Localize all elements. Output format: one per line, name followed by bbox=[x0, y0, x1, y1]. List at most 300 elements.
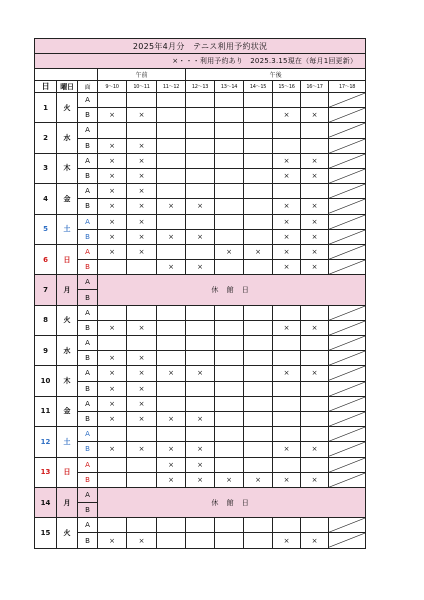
slot-cell: × bbox=[273, 533, 301, 548]
slot-cell: × bbox=[273, 472, 301, 487]
table-row bbox=[35, 457, 366, 472]
slot-cell-unavailable bbox=[329, 381, 366, 396]
slot-cell bbox=[98, 336, 127, 351]
slot-cell bbox=[186, 427, 215, 442]
slot-cell bbox=[301, 93, 329, 108]
slot-cell: × bbox=[127, 366, 157, 381]
slot-cell bbox=[215, 260, 244, 275]
slot-cell bbox=[157, 153, 186, 168]
day-number: 15 bbox=[35, 518, 57, 548]
court-a: A bbox=[78, 153, 98, 168]
slot-cell bbox=[215, 229, 244, 244]
table-row bbox=[35, 108, 366, 123]
slot-cell bbox=[301, 305, 329, 320]
slot-cell bbox=[186, 168, 215, 183]
slot-cell bbox=[273, 457, 301, 472]
slot-cell bbox=[186, 123, 215, 138]
court-b: B bbox=[78, 411, 98, 426]
slot-cell: × bbox=[98, 351, 127, 366]
table-row bbox=[35, 320, 366, 335]
slot-cell: × bbox=[98, 168, 127, 183]
slot-cell bbox=[157, 320, 186, 335]
slot-cell bbox=[301, 518, 329, 533]
slot-cell: × bbox=[301, 168, 329, 183]
slot-cell bbox=[127, 336, 157, 351]
day-column-header: 日 bbox=[35, 81, 57, 93]
weekday: 火 bbox=[57, 93, 78, 123]
court-a: A bbox=[78, 305, 98, 320]
afternoon-header: 午後 bbox=[186, 69, 366, 81]
slot-cell: × bbox=[186, 229, 215, 244]
slot-cell: × bbox=[273, 244, 301, 259]
slot-cell bbox=[215, 427, 244, 442]
slot-cell bbox=[244, 381, 273, 396]
weekday: 火 bbox=[57, 518, 78, 548]
slot-cell bbox=[244, 320, 273, 335]
day-number: 11 bbox=[35, 396, 57, 426]
unavailable-slash bbox=[329, 442, 365, 456]
court-a: A bbox=[78, 427, 98, 442]
table-row bbox=[35, 533, 366, 548]
unavailable-slash bbox=[329, 184, 365, 198]
slot-cell bbox=[186, 244, 215, 259]
weekday: 木 bbox=[57, 153, 78, 183]
slot-cell bbox=[215, 168, 244, 183]
slot-cell-unavailable bbox=[329, 229, 366, 244]
court-a: A bbox=[78, 184, 98, 199]
slot-cell: × bbox=[186, 457, 215, 472]
slot-cell bbox=[273, 93, 301, 108]
weekday: 木 bbox=[57, 366, 78, 396]
day-number: 5 bbox=[35, 214, 57, 244]
slot-cell: × bbox=[301, 153, 329, 168]
court-a: A bbox=[78, 366, 98, 381]
slot-cell-unavailable bbox=[329, 533, 366, 548]
slot-cell: × bbox=[127, 184, 157, 199]
slot-cell: × bbox=[186, 199, 215, 214]
day-number: 14 bbox=[35, 487, 57, 517]
slot-cell-unavailable bbox=[329, 138, 366, 153]
unavailable-slash bbox=[329, 351, 365, 365]
table-row bbox=[35, 260, 366, 275]
unavailable-slash bbox=[329, 518, 365, 532]
slot-cell-unavailable bbox=[329, 336, 366, 351]
slot-cell bbox=[98, 457, 127, 472]
slot-cell bbox=[215, 138, 244, 153]
slot-cell bbox=[244, 411, 273, 426]
slot-cell: × bbox=[301, 199, 329, 214]
slot-cell: × bbox=[98, 381, 127, 396]
slot-cell bbox=[273, 351, 301, 366]
slot-cell: × bbox=[98, 442, 127, 457]
slot-cell-unavailable bbox=[329, 260, 366, 275]
slot-cell bbox=[157, 351, 186, 366]
slot-cell bbox=[98, 518, 127, 533]
slot-cell bbox=[215, 153, 244, 168]
court-b: B bbox=[78, 138, 98, 153]
court-b: B bbox=[78, 351, 98, 366]
court-a: A bbox=[78, 487, 98, 502]
slot-cell: × bbox=[98, 411, 127, 426]
slot-cell bbox=[186, 351, 215, 366]
table-row bbox=[35, 184, 366, 199]
slot-cell bbox=[301, 396, 329, 411]
reservation-table bbox=[34, 38, 366, 549]
slot-cell-unavailable bbox=[329, 123, 366, 138]
slot-cell bbox=[127, 260, 157, 275]
day-number: 4 bbox=[35, 184, 57, 214]
slot-cell bbox=[215, 533, 244, 548]
slot-cell: × bbox=[301, 442, 329, 457]
court-a: A bbox=[78, 518, 98, 533]
weekday: 月 bbox=[57, 487, 78, 517]
slot-cell-unavailable bbox=[329, 168, 366, 183]
unavailable-slash bbox=[329, 336, 365, 350]
slot-cell-unavailable bbox=[329, 411, 366, 426]
table-row bbox=[35, 275, 366, 290]
slot-cell bbox=[273, 336, 301, 351]
closed-day-label: 休 館 日 bbox=[98, 275, 366, 305]
slot-cell: × bbox=[273, 199, 301, 214]
weekday: 水 bbox=[57, 123, 78, 153]
slot-cell: × bbox=[301, 229, 329, 244]
table-row bbox=[35, 396, 366, 411]
slot-cell: × bbox=[186, 260, 215, 275]
slot-cell: × bbox=[98, 366, 127, 381]
unavailable-slash bbox=[329, 199, 365, 213]
slot-cell bbox=[301, 184, 329, 199]
slot-cell bbox=[301, 123, 329, 138]
weekday: 水 bbox=[57, 336, 78, 366]
page-subtitle: ×・・・利用予約あり 2025.3.15現在（毎月1回更新） bbox=[35, 54, 366, 69]
slot-cell: × bbox=[301, 533, 329, 548]
slot-cell: × bbox=[273, 366, 301, 381]
slot-cell bbox=[273, 123, 301, 138]
slot-cell bbox=[215, 411, 244, 426]
slot-cell bbox=[215, 518, 244, 533]
slot-cell: × bbox=[98, 138, 127, 153]
slot-cell bbox=[98, 123, 127, 138]
day-number: 10 bbox=[35, 366, 57, 396]
slot-cell-unavailable bbox=[329, 108, 366, 123]
slot-cell: × bbox=[301, 366, 329, 381]
slot-cell: × bbox=[98, 244, 127, 259]
slot-cell bbox=[186, 138, 215, 153]
slot-cell bbox=[98, 427, 127, 442]
slot-cell bbox=[301, 427, 329, 442]
slot-cell: × bbox=[157, 260, 186, 275]
slot-cell bbox=[186, 108, 215, 123]
slot-cell bbox=[127, 518, 157, 533]
slot-cell: × bbox=[127, 214, 157, 229]
day-number: 12 bbox=[35, 427, 57, 457]
slot-cell bbox=[215, 381, 244, 396]
slot-cell-unavailable bbox=[329, 320, 366, 335]
table-row bbox=[35, 305, 366, 320]
slot-cell: × bbox=[186, 411, 215, 426]
slot-cell bbox=[215, 442, 244, 457]
slot-cell bbox=[215, 366, 244, 381]
unavailable-slash bbox=[329, 260, 365, 274]
slot-cell-unavailable bbox=[329, 442, 366, 457]
slot-cell bbox=[157, 336, 186, 351]
slot-cell bbox=[157, 168, 186, 183]
slot-cell: × bbox=[98, 108, 127, 123]
slot-cell: × bbox=[98, 533, 127, 548]
slot-cell: × bbox=[157, 442, 186, 457]
court-b: B bbox=[78, 533, 98, 548]
slot-cell bbox=[157, 533, 186, 548]
slot-cell bbox=[215, 93, 244, 108]
slot-cell bbox=[244, 457, 273, 472]
unavailable-slash bbox=[329, 93, 365, 107]
weekday: 日 bbox=[57, 244, 78, 274]
court-a: A bbox=[78, 123, 98, 138]
day-number: 6 bbox=[35, 244, 57, 274]
slot-cell bbox=[98, 260, 127, 275]
slot-cell bbox=[215, 320, 244, 335]
weekday: 土 bbox=[57, 214, 78, 244]
day-number: 8 bbox=[35, 305, 57, 335]
slot-cell bbox=[244, 396, 273, 411]
unavailable-slash bbox=[329, 169, 365, 183]
slot-cell: × bbox=[157, 366, 186, 381]
slot-cell bbox=[157, 244, 186, 259]
slot-cell: × bbox=[273, 214, 301, 229]
slot-cell bbox=[98, 305, 127, 320]
slot-cell bbox=[244, 305, 273, 320]
slot-cell: × bbox=[98, 214, 127, 229]
reservation-sheet bbox=[34, 38, 365, 549]
unavailable-slash bbox=[329, 473, 365, 487]
unavailable-slash bbox=[329, 123, 365, 137]
slot-cell bbox=[244, 351, 273, 366]
slot-cell bbox=[215, 457, 244, 472]
slot-cell: × bbox=[98, 229, 127, 244]
table-row bbox=[35, 93, 366, 108]
slot-cell: × bbox=[157, 199, 186, 214]
table-row bbox=[35, 381, 366, 396]
slot-cell-unavailable bbox=[329, 199, 366, 214]
table-row bbox=[35, 199, 366, 214]
table-row bbox=[35, 229, 366, 244]
slot-cell-unavailable bbox=[329, 93, 366, 108]
slot-cell: × bbox=[301, 214, 329, 229]
slot-cell bbox=[244, 336, 273, 351]
slot-cell: × bbox=[98, 153, 127, 168]
slot-cell bbox=[244, 199, 273, 214]
slot-cell bbox=[301, 411, 329, 426]
weekday: 日 bbox=[57, 457, 78, 487]
slot-cell bbox=[186, 396, 215, 411]
weekday-column-header: 曜日 bbox=[57, 81, 78, 93]
court-a: A bbox=[78, 275, 98, 290]
slot-cell bbox=[273, 305, 301, 320]
weekday: 火 bbox=[57, 305, 78, 335]
page-title: 2025年4月分 テニス利用予約状況 bbox=[35, 39, 366, 54]
slot-cell: × bbox=[127, 411, 157, 426]
unavailable-slash bbox=[329, 306, 365, 320]
slot-cell bbox=[301, 351, 329, 366]
slot-cell-unavailable bbox=[329, 184, 366, 199]
slot-cell-unavailable bbox=[329, 351, 366, 366]
slot-cell-unavailable bbox=[329, 305, 366, 320]
slot-cell: × bbox=[127, 533, 157, 548]
slot-cell bbox=[301, 457, 329, 472]
slot-header-7: 15～16 bbox=[273, 81, 301, 93]
table-row bbox=[35, 138, 366, 153]
slot-cell bbox=[244, 93, 273, 108]
slot-cell: × bbox=[273, 320, 301, 335]
slot-cell: × bbox=[273, 168, 301, 183]
slot-cell bbox=[273, 396, 301, 411]
slot-cell: × bbox=[98, 396, 127, 411]
slot-cell bbox=[98, 472, 127, 487]
slot-cell bbox=[157, 381, 186, 396]
unavailable-slash bbox=[329, 245, 365, 259]
slot-cell: × bbox=[98, 199, 127, 214]
slot-cell bbox=[186, 320, 215, 335]
slot-cell bbox=[273, 427, 301, 442]
slot-cell bbox=[244, 153, 273, 168]
unavailable-slash bbox=[329, 215, 365, 229]
slot-cell: × bbox=[273, 442, 301, 457]
slot-cell bbox=[215, 396, 244, 411]
day-number: 2 bbox=[35, 123, 57, 153]
slot-cell-unavailable bbox=[329, 472, 366, 487]
unavailable-slash bbox=[329, 139, 365, 153]
slot-cell bbox=[157, 93, 186, 108]
court-b: B bbox=[78, 472, 98, 487]
slot-cell: × bbox=[127, 442, 157, 457]
unavailable-slash bbox=[329, 366, 365, 380]
slot-header-9: 17～18 bbox=[329, 81, 366, 93]
court-b: B bbox=[78, 229, 98, 244]
slot-cell bbox=[157, 138, 186, 153]
unavailable-slash bbox=[329, 533, 365, 547]
header-blank bbox=[35, 69, 98, 81]
table-row bbox=[35, 123, 366, 138]
slot-cell bbox=[244, 214, 273, 229]
slot-cell: × bbox=[98, 184, 127, 199]
slot-cell bbox=[215, 305, 244, 320]
court-b: B bbox=[78, 168, 98, 183]
table-row bbox=[35, 442, 366, 457]
slot-cell: × bbox=[301, 472, 329, 487]
slot-cell bbox=[301, 336, 329, 351]
slot-cell bbox=[301, 381, 329, 396]
slot-cell bbox=[215, 184, 244, 199]
slot-cell bbox=[157, 396, 186, 411]
unavailable-slash bbox=[329, 230, 365, 244]
table-row bbox=[35, 168, 366, 183]
slot-cell: × bbox=[127, 351, 157, 366]
court-a: A bbox=[78, 244, 98, 259]
slot-cell bbox=[244, 518, 273, 533]
slot-cell bbox=[186, 184, 215, 199]
slot-cell bbox=[215, 123, 244, 138]
court-b: B bbox=[78, 381, 98, 396]
unavailable-slash bbox=[329, 458, 365, 472]
slot-cell bbox=[127, 123, 157, 138]
slot-cell: × bbox=[244, 472, 273, 487]
table-row bbox=[35, 487, 366, 502]
slot-header-1: 9～10 bbox=[98, 81, 127, 93]
slot-cell bbox=[127, 457, 157, 472]
slot-cell: × bbox=[157, 411, 186, 426]
slot-cell bbox=[157, 108, 186, 123]
slot-cell bbox=[215, 214, 244, 229]
slot-header-3: 11～12 bbox=[157, 81, 186, 93]
slot-cell bbox=[157, 214, 186, 229]
slot-cell bbox=[244, 442, 273, 457]
slot-cell: × bbox=[301, 244, 329, 259]
table-row bbox=[35, 472, 366, 487]
court-a: A bbox=[78, 396, 98, 411]
slot-cell: × bbox=[244, 244, 273, 259]
slot-cell bbox=[244, 260, 273, 275]
unavailable-slash bbox=[329, 427, 365, 441]
slot-cell bbox=[157, 184, 186, 199]
court-a: A bbox=[78, 93, 98, 108]
slot-cell bbox=[244, 108, 273, 123]
court-column-header: 面 bbox=[78, 81, 98, 93]
slot-cell bbox=[215, 336, 244, 351]
slot-header-2: 10～11 bbox=[127, 81, 157, 93]
table-row bbox=[35, 244, 366, 259]
table-row bbox=[35, 366, 366, 381]
slot-cell-unavailable bbox=[329, 396, 366, 411]
slot-cell: × bbox=[301, 108, 329, 123]
weekday: 金 bbox=[57, 184, 78, 214]
slot-cell-unavailable bbox=[329, 518, 366, 533]
table-row bbox=[35, 214, 366, 229]
slot-cell bbox=[186, 533, 215, 548]
slot-cell: × bbox=[215, 244, 244, 259]
closed-day-label: 休 館 日 bbox=[98, 487, 366, 517]
court-b: B bbox=[78, 290, 98, 305]
slot-cell bbox=[186, 305, 215, 320]
slot-cell-unavailable bbox=[329, 214, 366, 229]
slot-cell bbox=[273, 184, 301, 199]
table-row bbox=[35, 336, 366, 351]
slot-cell bbox=[244, 533, 273, 548]
slot-cell bbox=[157, 123, 186, 138]
slot-cell-unavailable bbox=[329, 153, 366, 168]
slot-header-4: 12～13 bbox=[186, 81, 215, 93]
slot-cell: × bbox=[127, 138, 157, 153]
slot-cell-unavailable bbox=[329, 427, 366, 442]
slot-cell: × bbox=[127, 244, 157, 259]
court-a: A bbox=[78, 457, 98, 472]
slot-cell bbox=[215, 108, 244, 123]
slot-cell bbox=[215, 351, 244, 366]
unavailable-slash bbox=[329, 154, 365, 168]
slot-cell bbox=[273, 381, 301, 396]
court-b: B bbox=[78, 260, 98, 275]
slot-cell bbox=[157, 518, 186, 533]
slot-cell bbox=[157, 427, 186, 442]
slot-cell bbox=[244, 366, 273, 381]
slot-cell: × bbox=[301, 260, 329, 275]
slot-cell: × bbox=[301, 320, 329, 335]
slot-cell: × bbox=[127, 320, 157, 335]
table-row bbox=[35, 427, 366, 442]
slot-cell bbox=[127, 427, 157, 442]
day-number: 3 bbox=[35, 153, 57, 183]
slot-cell: × bbox=[186, 472, 215, 487]
table-row bbox=[35, 351, 366, 366]
